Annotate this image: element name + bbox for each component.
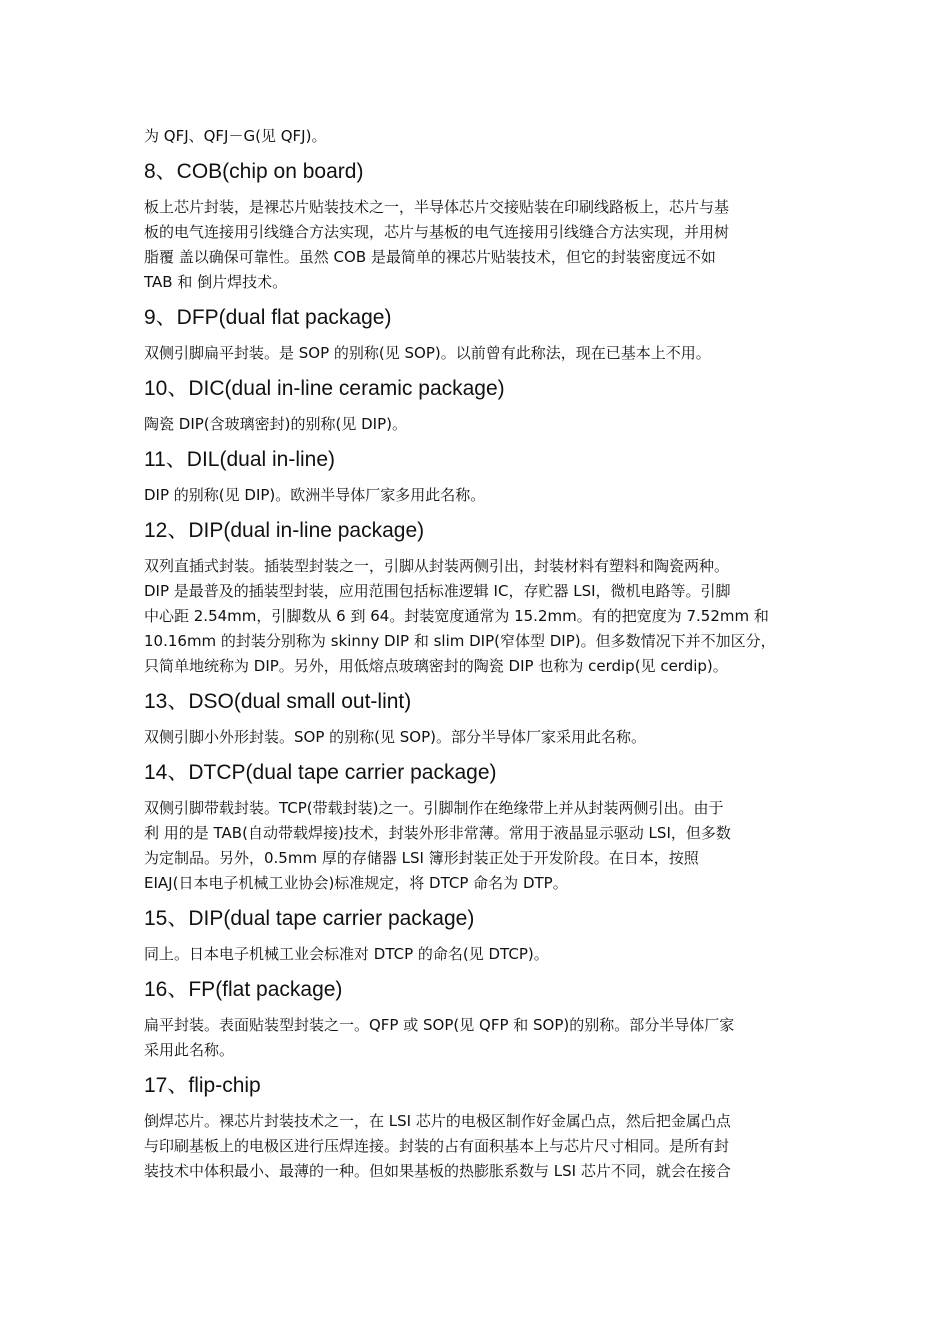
paragraph-line: 双侧引脚带载封装。TCP(带载封装)之一。引脚制作在绝缘带上并从封装两侧引出。由于 bbox=[144, 799, 724, 817]
section-paragraph bbox=[144, 796, 816, 896]
paragraph-line: 装技术中体积最小、最薄的一种。但如果基板的热膨胀系数与 LSI 芯片不同，就会在接合 bbox=[144, 1162, 731, 1180]
section-paragraph bbox=[144, 195, 816, 295]
section-heading: 13、DSO(dual small out-lint) bbox=[144, 690, 412, 713]
section bbox=[144, 976, 816, 1063]
paragraph-line: 中心距 2.54mm，引脚数从 6 到 64。封装宽度通常为 15.2mm。有的把宽度为 7.52mm 和 bbox=[144, 607, 769, 625]
section-paragraph bbox=[144, 554, 816, 679]
section-paragraph bbox=[144, 341, 816, 366]
section-heading: 12、DIP(dual in-line package) bbox=[144, 519, 425, 542]
paragraph-line: 板的电气连接用引线缝合方法实现，芯片与基板的电气连接用引线缝合方法实现，并用树 bbox=[144, 223, 730, 241]
section-heading: 15、DIP(dual tape carrier package) bbox=[144, 907, 475, 930]
paragraph-line: 陶瓷 DIP(含玻璃密封)的别称(见 DIP)。 bbox=[144, 415, 407, 433]
lead-paragraph: 为 QFJ、QFJ－G(见 QFJ)。 bbox=[144, 127, 327, 145]
section-paragraph bbox=[144, 1109, 816, 1184]
paragraph-line: 双侧引脚小外形封装。SOP 的别称(见 SOP)。部分半导体厂家采用此名称。 bbox=[144, 728, 646, 746]
paragraph-line: DIP 的别称(见 DIP)。欧洲半导体厂家多用此名称。 bbox=[144, 486, 486, 504]
paragraph-line: 同上。日本电子机械工业会标准对 DTCP 的命名(见 DTCP)。 bbox=[144, 945, 549, 963]
paragraph-line: 与印刷基板上的电极区进行压焊连接。封装的占有面积基本上与芯片尺寸相同。是所有封 bbox=[144, 1137, 730, 1155]
section-paragraph bbox=[144, 483, 816, 508]
section-heading: 14、DTCP(dual tape carrier package) bbox=[144, 761, 497, 784]
section bbox=[144, 1072, 816, 1184]
paragraph-line: 采用此名称。 bbox=[144, 1041, 235, 1059]
section-heading: 10、DIC(dual in-line ceramic package) bbox=[144, 377, 505, 400]
section bbox=[144, 905, 816, 967]
sections-container bbox=[144, 158, 816, 1184]
paragraph-line: TAB 和 倒片焊技术。 bbox=[144, 273, 288, 291]
paragraph-line: DIP 是最普及的插装型封装，应用范围包括标准逻辑 IC，存贮器 LSI，微机电路等。引脚 bbox=[144, 582, 731, 600]
paragraph-line: 10.16mm 的封装分别称为 skinny DIP 和 slim DIP(窄体型 DIP)。但多数情况下并不加区分， bbox=[144, 632, 776, 650]
section-paragraph bbox=[144, 942, 816, 967]
section bbox=[144, 446, 816, 508]
section-paragraph bbox=[144, 725, 816, 750]
section-heading: 9、DFP(dual flat package) bbox=[144, 306, 392, 329]
section bbox=[144, 517, 816, 679]
section bbox=[144, 375, 816, 437]
section-heading: 8、COB(chip on board) bbox=[144, 160, 364, 183]
section-heading: 16、FP(flat package) bbox=[144, 978, 343, 1001]
section-heading: 17、flip-chip bbox=[144, 1074, 261, 1097]
section-paragraph bbox=[144, 412, 816, 437]
paragraph-line: 利 用的是 TAB(自动带载焊接)技术，封装外形非常薄。常用于液晶显示驱动 LSI，但多数 bbox=[144, 824, 731, 842]
paragraph-line: 扁平封装。表面贴装型封装之一。QFP 或 SOP(见 QFP 和 SOP)的别称。部分半导体厂家 bbox=[144, 1016, 735, 1034]
section bbox=[144, 688, 816, 750]
section bbox=[144, 158, 816, 295]
paragraph-line: 双列直插式封装。插装型封装之一，引脚从封装两侧引出，封装材料有塑料和陶瓷两种。 bbox=[144, 557, 730, 575]
section-paragraph bbox=[144, 1013, 816, 1063]
section-heading: 11、DIL(dual in-line) bbox=[144, 448, 336, 471]
paragraph-line: EIAJ(日本电子机械工业协会)标准规定，将 DTCP 命名为 DTP。 bbox=[144, 874, 568, 892]
paragraph-line: 为定制品。另外，0.5mm 厚的存储器 LSI 簿形封装正处于开发阶段。在日本，按照 bbox=[144, 849, 699, 867]
document-body bbox=[144, 124, 816, 1193]
paragraph-line: 只简单地统称为 DIP。另外，用低熔点玻璃密封的陶瓷 DIP 也称为 cerdip(见 cerdip)。 bbox=[144, 657, 728, 675]
paragraph-line: 脂覆 盖以确保可靠性。虽然 COB 是最简单的裸芯片贴装技术，但它的封装密度远不如 bbox=[144, 248, 716, 266]
paragraph-line: 双侧引脚扁平封装。是 SOP 的别称(见 SOP)。以前曾有此称法，现在已基本上不用。 bbox=[144, 344, 711, 362]
paragraph-line: 倒焊芯片。裸芯片封装技术之一，在 LSI 芯片的电极区制作好金属凸点，然后把金属凸点 bbox=[144, 1112, 731, 1130]
section bbox=[144, 304, 816, 366]
section bbox=[144, 759, 816, 896]
paragraph-line: 板上芯片封装，是裸芯片贴装技术之一，半导体芯片交接贴装在印刷线路板上，芯片与基 bbox=[144, 198, 730, 216]
